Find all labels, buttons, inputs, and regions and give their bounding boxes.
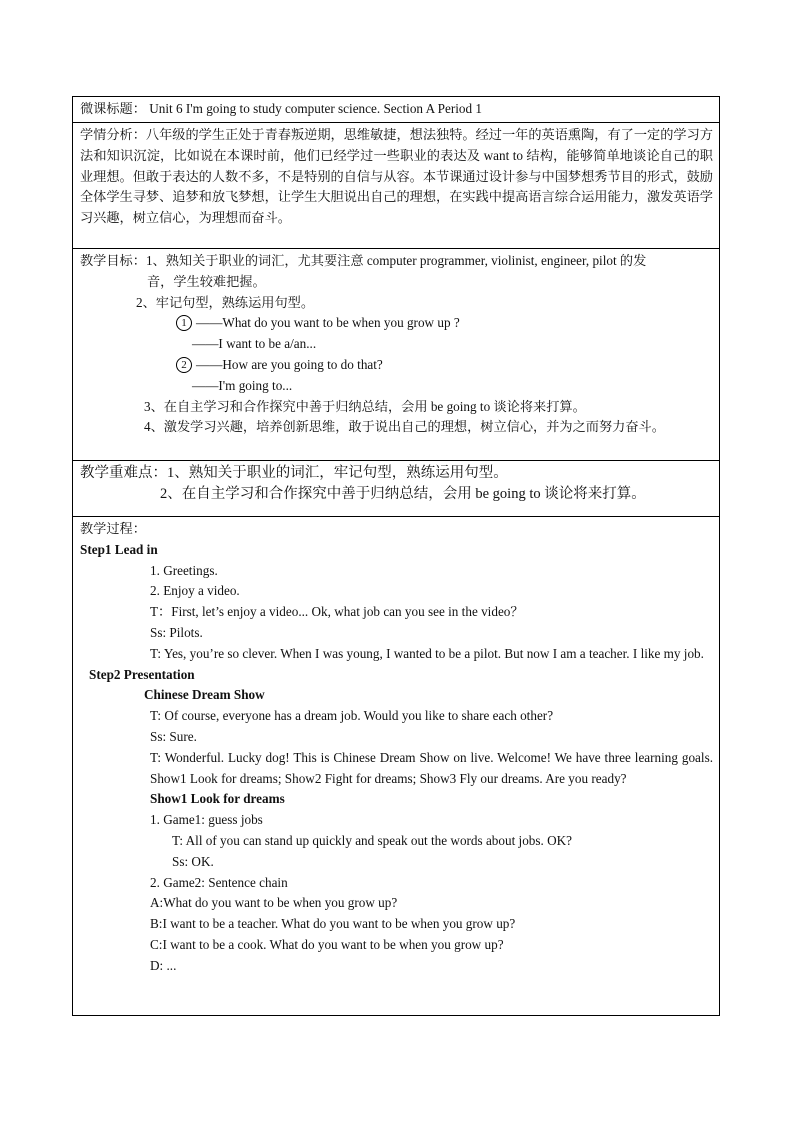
presentation-line-2: Ss: Sure. [150,728,197,744]
analysis-row [73,123,719,249]
key-point-1: 教学重难点：1、熟知关于职业的词汇，牢记句型，熟练运用句型。 [80,465,508,481]
step1-line-3: T：First, let’s enjoy a video... Ok, what job can you see in the video？ [150,604,524,620]
pattern-2-answer: ——I'm going to... [192,377,293,393]
analysis-text: 学情分析：八年级的学生正处于青春叛逆期，思维敏捷，想法独特。经过一年的英语熏陶，有了一定的学习方法和知识沉淀，比如说在本课时前，他们已经学过一些职业的表达及 want to 结构，能够简单地谈论自己的职业理想。但敢于表达的人数不多，不是特别的自信与从容。本节课通过设计参与中国梦想秀节目的形式，鼓励全体学生寻梦、追梦和放飞梦想，让学生大胆说出自己的理想，在实践中提高语言综合运用能力，激发英语学习兴趣，树立信心，为理想而奋斗。 [80,127,713,226]
pattern-1-question: 1 ——What do you want to be when you grow up ? [80,313,713,334]
lesson-plan-table [72,96,720,1016]
presentation-line-3: T: Wonderful. Lucky dog! This is Chinese Dream Show on live. Welcome! We have three learning goals. Show1 Look for dreams; Show2 Fight for dreams; Show3 Fly our dreams. Are you ready? [150,749,713,786]
presentation-line-1: T: Of course, everyone has a dream job. Would you like to share each other? [150,708,554,724]
chain-line-b: B:I want to be a teacher. What do you want to be when you grow up? [150,916,516,932]
step1-item-2: 2. Enjoy a video. [150,583,240,599]
goal-4: 4、激发学习兴趣，培养创新思维，敢于说出自己的理想，树立信心，并为之而努力奋斗。 [144,419,665,435]
show1-heading: Show1 Look for dreams [150,791,285,807]
game1-line-2: Ss: OK. [172,853,214,869]
show-title: Chinese Dream Show [144,687,265,703]
process-label: 教学过程： [80,521,146,536]
title-text: 微课标题： Unit 6 I'm going to study computer science. Section A Period 1 [80,101,482,116]
game1-title: 1. Game1: guess jobs [150,812,263,828]
goal-1-cont: 音，学生较难把握。 [147,273,266,289]
goal-1: 教学目标：1、熟知关于职业的词汇，尤其要注意 computer programmer, violinist, engineer, pilot 的发 [80,253,647,268]
circled-number-1: 1 [176,315,192,331]
game2-title: 2. Game2: Sentence chain [150,874,288,890]
chain-line-d: D: ... [150,957,177,973]
key-points-row [73,461,719,517]
goal-3: 3、在自主学习和合作探究中善于归纳总结，会用 be going to 谈论将来打算。 [144,398,586,414]
step1-item-1: 1. Greetings. [150,562,218,578]
goals-label: 教学目标： [80,253,146,268]
pattern-2-question: 2 ——How are you going to do that? [80,355,713,376]
step2-heading: Step2 Presentation [89,666,195,682]
chain-line-a: A:What do you want to be when you grow up? [150,895,398,911]
goals-row [73,249,719,461]
chain-line-c: C:I want to be a cook. What do you want to be when you grow up? [150,936,504,952]
pattern-1-answer: ——I want to be a/an... [192,336,317,352]
key-point-2: 2、在自主学习和合作探究中善于归纳总结，会用 be going to 谈论将来打算。 [160,485,646,502]
circled-number-2: 2 [176,357,192,373]
title-row [73,97,719,123]
step1-line-4: Ss: Pilots. [150,624,203,640]
step1-heading: Step1 Lead in [80,541,158,557]
goal-2: 2、牢记句型，熟练运用句型。 [136,294,315,310]
process-row [73,517,719,1015]
game1-line-1: T: All of you can stand up quickly and speak out the words about jobs. OK? [172,832,573,848]
step1-line-5: T: Yes, you’re so clever. When I was young, I wanted to be a pilot. But now I am a teacher. I like my job. [150,645,704,661]
